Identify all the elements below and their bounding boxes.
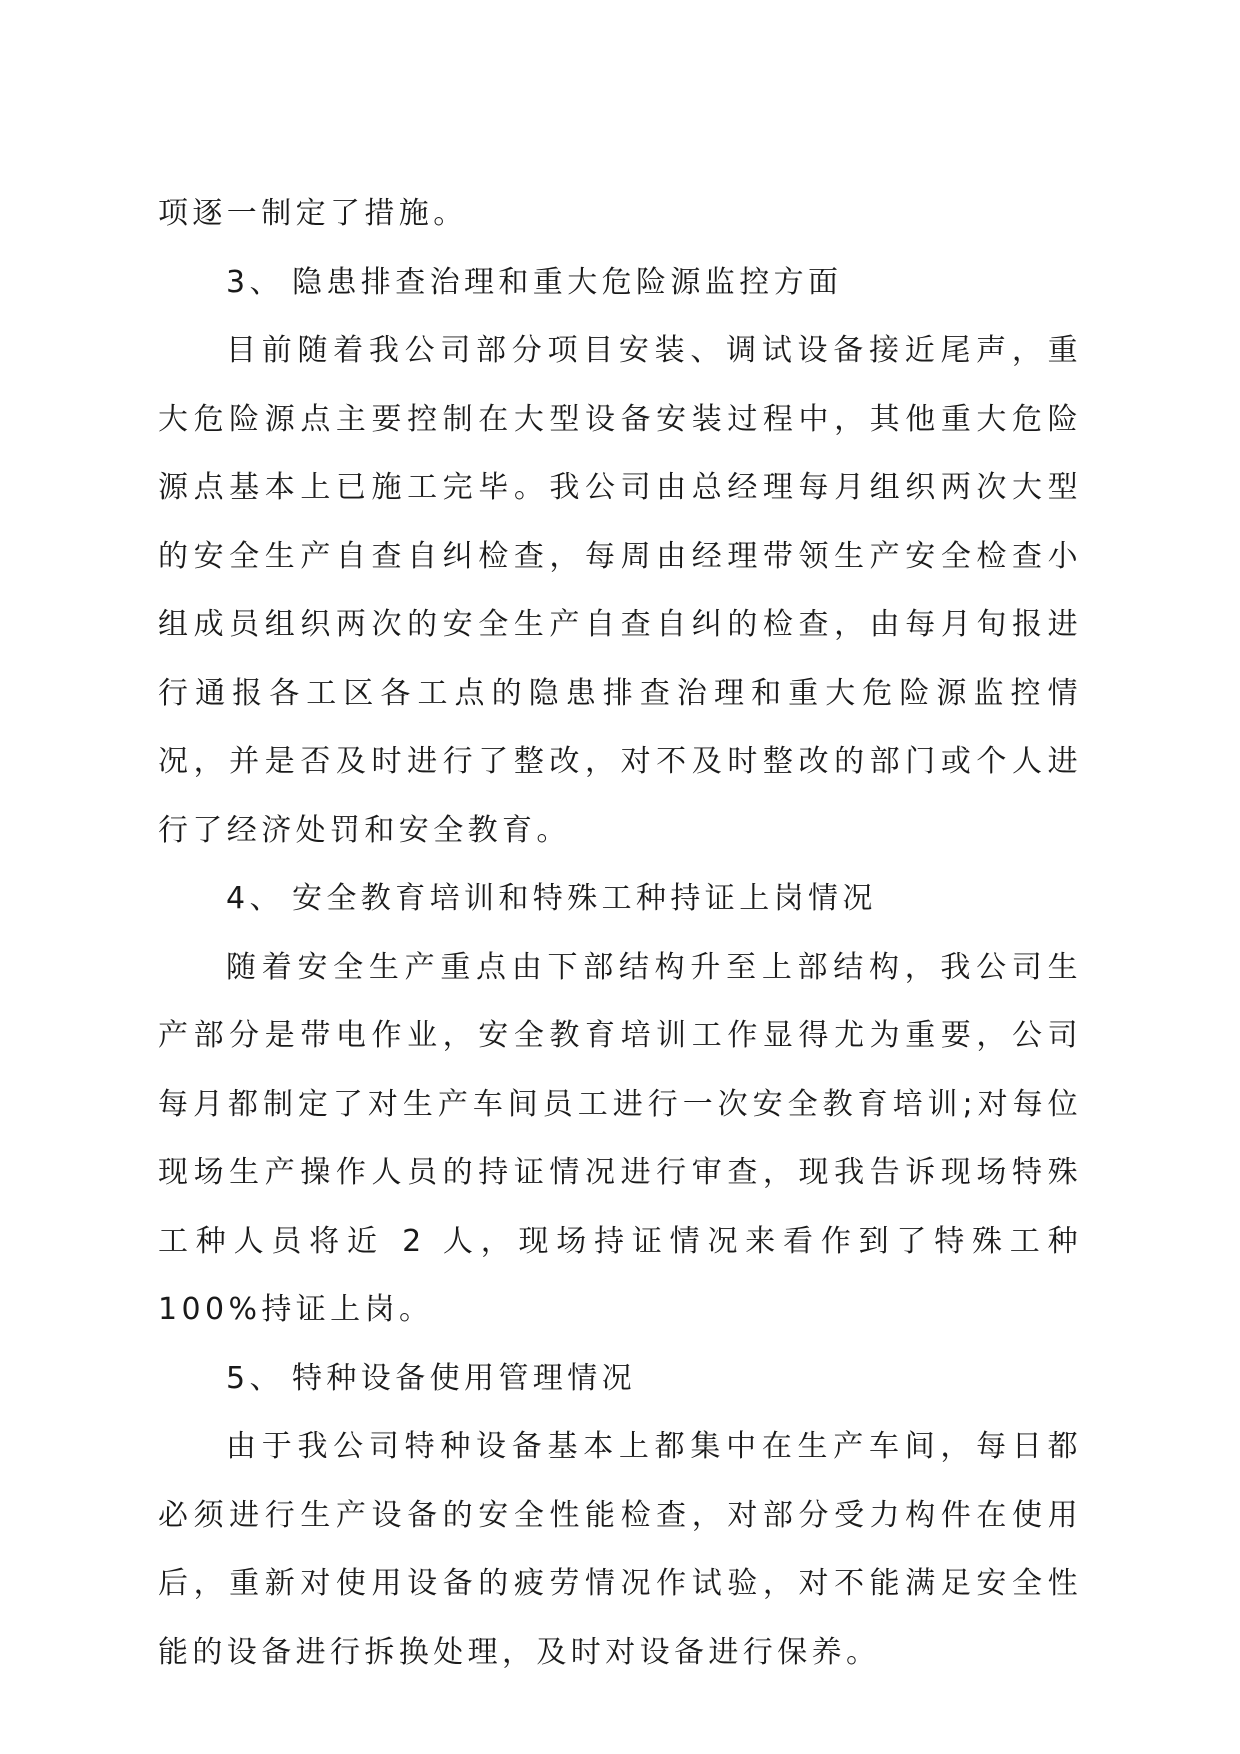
section-heading-4 (158, 865, 1082, 934)
section-number: 5、 (226, 1360, 284, 1396)
paragraph-body: 随着安全生产重点由下部结构升至上部结构，我公司生产部分是带电作业，安全教育培训工作显得尤为重要，公司每月都制定了对生产车间员工进行一次安全教育培训;对每位现场生产操作人员的持证情况进行审查，现我告诉现场特殊工种人员将近 2 人，现场持证情况来看作到了特殊工种 100%持证上岗。 (158, 949, 1082, 1327)
paragraph-continuation: 项逐一制定了措施。 (158, 196, 468, 231)
section-heading-5 (158, 1345, 1082, 1414)
section-title: 安全教育培训和特殊工种持证上岗情况 (292, 881, 877, 916)
section-title: 特种设备使用管理情况 (292, 1360, 636, 1396)
section-title: 隐患排查治理和重大危险源监控方面 (292, 264, 843, 300)
document-body (158, 180, 1082, 1687)
section-number: 3、 (226, 264, 284, 300)
section-number: 4、 (226, 881, 284, 916)
section-heading-3 (158, 249, 1082, 318)
paragraph-body: 目前随着我公司部分项目安装、调试设备接近尾声，重大危险源点主要控制在大型设备安装过程中，其他重大危险源点基本上已施工完毕。我公司由总经理每月组织两次大型的安全生产自查自纠检查，每周由经理带领生产安全检查小组成员组织两次的安全生产自查自纠的检查，由每月旬报进行通报各工区各工点的隐患排查治理和重大危险源监控情况，并是否及时进行了整改，对不及时整改的部门或个人进行了经济处罚和安全教育。 (158, 333, 1082, 848)
paragraph-body: 由于我公司特种设备基本上都集中在生产车间，每日都必须进行生产设备的安全性能检查，对部分受力构件在使用后，重新对使用设备的疲劳情况作试验，对不能满足安全性能的设备进行拆换处理，及时对设备进行保养。 (158, 1429, 1082, 1670)
